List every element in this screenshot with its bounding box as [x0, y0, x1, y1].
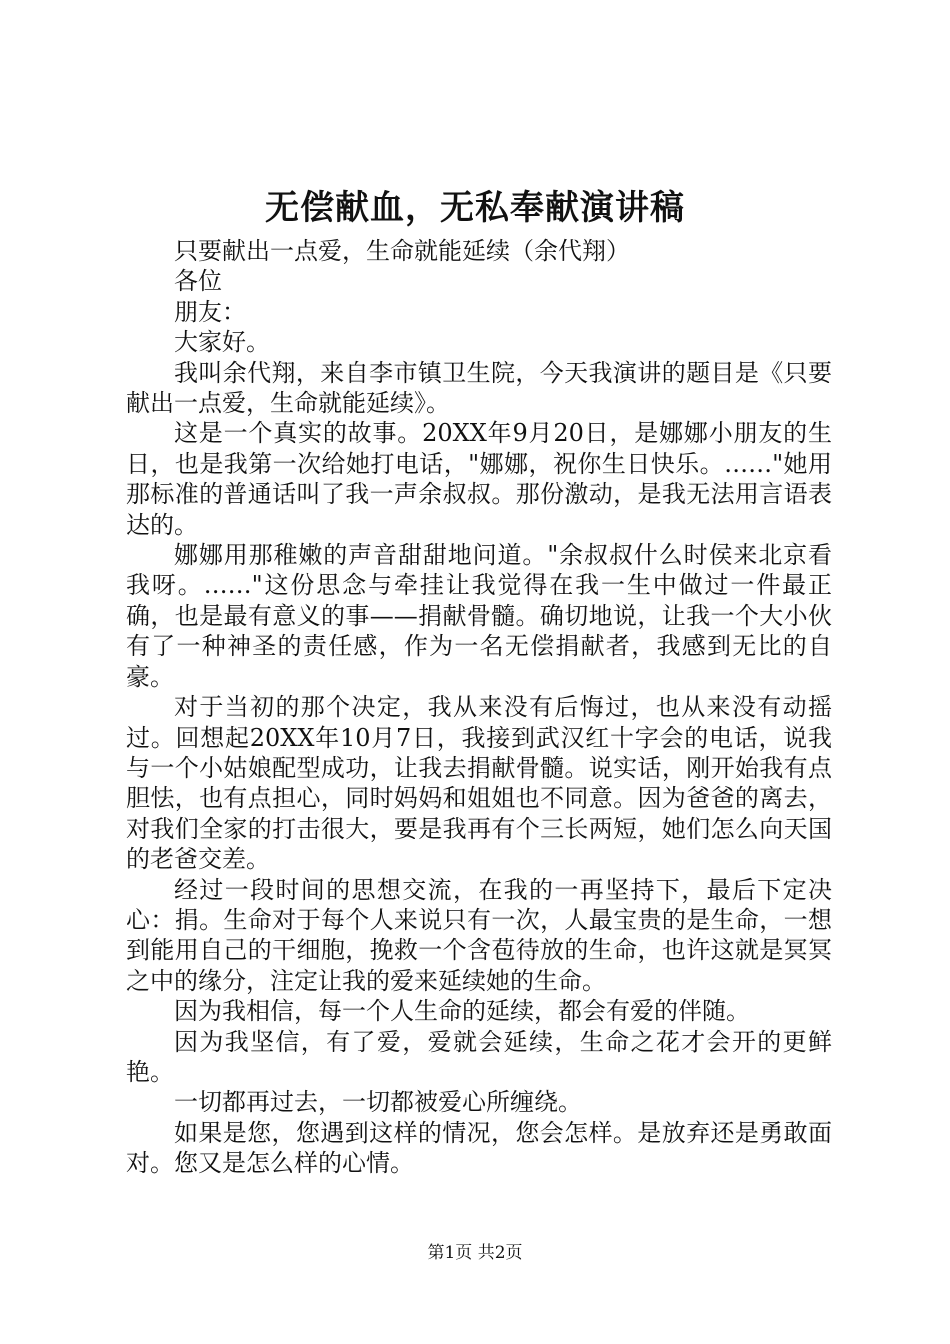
- paragraph-greeting: 大家好。: [174, 328, 270, 357]
- document-body: [126, 236, 832, 1179]
- document-title: 无偿献血，无私奉献演讲稿: [265, 188, 685, 228]
- page-number-footer: 第1页 共2页: [427, 1243, 523, 1263]
- paragraph-nana: 娜娜用那稚嫩的声音甜甜地问道。"余叔叔什么时侯来北京看我呀。……"这份思念与牵挂让我觉得在我一生中做过一件最正确，也是最有意义的事——捐献骨髓。确切地说，让我一个大小伙有了一种神圣的责任感，作为一名无偿捐献者，我感到无比的自豪。: [126, 541, 832, 691]
- paragraph-salutation-1: 各位: [174, 267, 222, 296]
- paragraph-belief: 因为我相信，每一个人生命的延续，都会有爱的伴随。: [174, 997, 750, 1026]
- paragraph-subtitle: 只要献出一点爱，生命就能延续（余代翔）: [174, 237, 630, 265]
- paragraph-determination: 经过一段时间的思想交流，在我的一再坚持下，最后下定决心：捐。生命对于每个人来说只有一次，人最宝贵的是生命，一想到能用自己的干细胞，挽救一个含苞待放的生命，也许这就是冥冥之中的缘分，注定让我的爱来延续她的生命。: [126, 875, 832, 995]
- paragraph-conviction: 因为我坚信，有了爱，爱就会延续，生命之花才会开的更鲜艳。: [126, 1027, 832, 1086]
- paragraph-intro: 我叫余代翔，来自李市镇卫生院，今天我演讲的题目是《只要献出一点爱，生命就能延续》。: [126, 358, 832, 418]
- paragraph-salutation-2: 朋友：: [174, 297, 246, 326]
- paragraph-past: 一切都再过去，一切都被爱心所缠绕。: [174, 1088, 582, 1117]
- paragraph-question: 如果是您，您遇到这样的情况，您会怎样。是放弃还是勇敢面对。您又是怎么样的心情。: [126, 1118, 832, 1178]
- paragraph-story: 这是一个真实的故事。20XX年9月20日，是娜娜小朋友的生日，也是我第一次给她打电话，"娜娜，祝你生日快乐。……"她用那标准的普通话叫了我一声余叔叔。那份激动，是我无法用言语表达的。: [126, 419, 832, 539]
- paragraph-decision: 对于当初的那个决定，我从来没有后悔过，也从来没有动摇过。回想起20XX年10月7日，我接到武汉红十字会的电话，说我与一个小姑娘配型成功，让我去捐献骨髓。说实话，刚开始我有点胆怯，也有点担心，同时妈妈和姐姐也不同意。因为爸爸的离去，对我们全家的打击很大，要是我再有个三长两短，她们怎么向天国的老爸交差。: [126, 693, 832, 874]
